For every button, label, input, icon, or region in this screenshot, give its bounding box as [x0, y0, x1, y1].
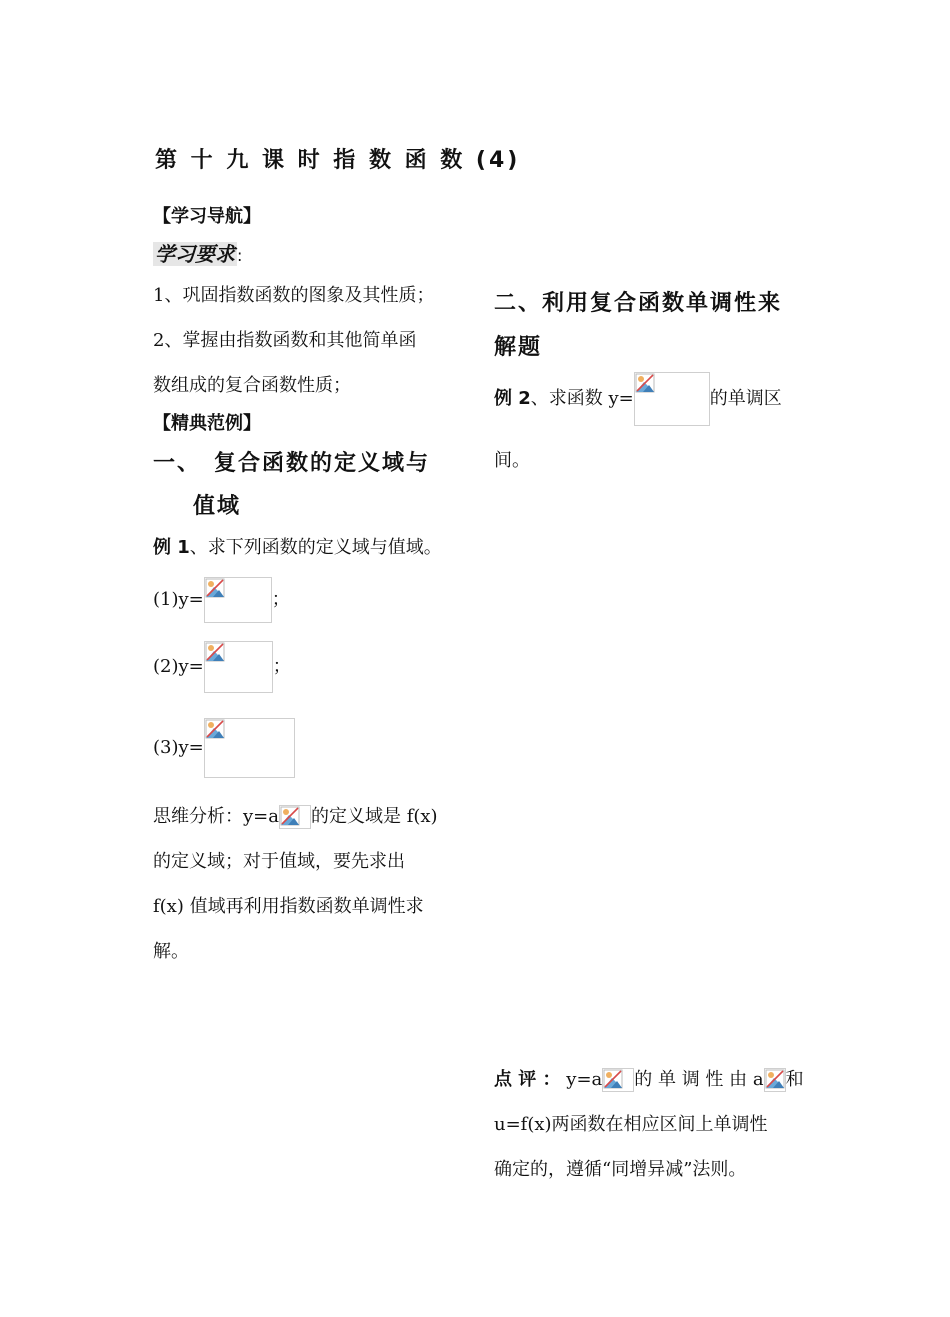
- broken-image-icon: [205, 578, 225, 598]
- example2-statement: [494, 372, 814, 426]
- broken-image-icon: [603, 1069, 623, 1089]
- broken-image-icon: [205, 719, 225, 739]
- section1-heading-line2: 值域: [193, 494, 242, 519]
- analysis-block: [153, 794, 473, 974]
- comment-text: y=a: [566, 1069, 603, 1090]
- broken-image-icon: [205, 642, 225, 662]
- classic-examples-heading: 【精典范例】: [153, 413, 261, 434]
- section2-heading-line2: 解题: [494, 335, 543, 360]
- broken-image-icon: [635, 373, 655, 393]
- broken-image-icon: [280, 806, 300, 826]
- study-requirements-heading: [153, 238, 242, 267]
- comment-line: u=f(x)两函数在相应区间上单调性: [494, 1114, 768, 1135]
- comment-line: [494, 1057, 814, 1102]
- analysis-line: 的定义域；对于值域，要先求出: [153, 851, 405, 872]
- formula-image: [204, 577, 272, 623]
- item-prefix: (2)y=: [153, 656, 204, 677]
- broken-image-icon: [765, 1069, 785, 1089]
- item-suffix: ；: [271, 589, 290, 610]
- analysis-line: [153, 794, 473, 839]
- formula-image: [279, 805, 311, 829]
- analysis-line: f(x) 值域再利用指数函数单调性求: [153, 896, 424, 917]
- formula-image: [634, 372, 710, 426]
- requirement-item: 1、巩固指数函数的图象及其性质；: [153, 285, 435, 306]
- formula-image: [764, 1068, 786, 1092]
- requirements-list: [153, 273, 473, 408]
- comment-label: 点 评 ：: [494, 1069, 561, 1090]
- comment-text: 和: [785, 1069, 804, 1090]
- item-suffix: ；: [272, 656, 291, 677]
- example2-label: 例 2: [494, 388, 531, 409]
- formula-image: [204, 641, 273, 693]
- analysis-line: 解。: [153, 941, 189, 962]
- section2-heading-line1: 二、利用复合函数单调性来: [494, 291, 783, 316]
- comment-block: [494, 1057, 814, 1192]
- example1-text: 、求下列函数的定义域与值域。: [189, 537, 442, 558]
- analysis-mid: 的定义域是 f(x): [310, 806, 438, 827]
- requirement-item: 数组成的复合函数性质；: [153, 375, 351, 396]
- study-nav-heading: 【学习导航】: [153, 206, 261, 227]
- study-req-colon: :: [237, 246, 243, 265]
- example2-prefix: 、求函数 y=: [530, 388, 634, 409]
- example2-line2: 间。: [494, 450, 530, 471]
- example2-suffix: 的单调区: [709, 388, 782, 409]
- example1-item-2: [153, 641, 291, 693]
- analysis-prefix: 思维分析：y=a: [153, 806, 279, 827]
- requirement-item: 2、掌握由指数函数和其他简单函: [153, 330, 417, 351]
- formula-image: [204, 718, 295, 778]
- section1-heading-line1: 一、 复合函数的定义域与: [153, 451, 431, 476]
- example1-item-3: [153, 718, 295, 778]
- item-prefix: (1)y=: [153, 589, 204, 610]
- study-req-label: 学习要求: [155, 242, 235, 266]
- example1-label: 例 1: [153, 537, 190, 558]
- page-title: 第 十 九 课 时 指 数 函 数 (4): [155, 148, 521, 173]
- example1-statement: [153, 533, 442, 559]
- comment-text: 的 单 调 性 由 a: [634, 1069, 764, 1090]
- formula-image: [602, 1068, 634, 1092]
- item-prefix: (3)y=: [153, 737, 204, 758]
- example1-item-1: [153, 577, 290, 623]
- comment-line: 确定的，遵循“同增异减”法则。: [494, 1159, 747, 1180]
